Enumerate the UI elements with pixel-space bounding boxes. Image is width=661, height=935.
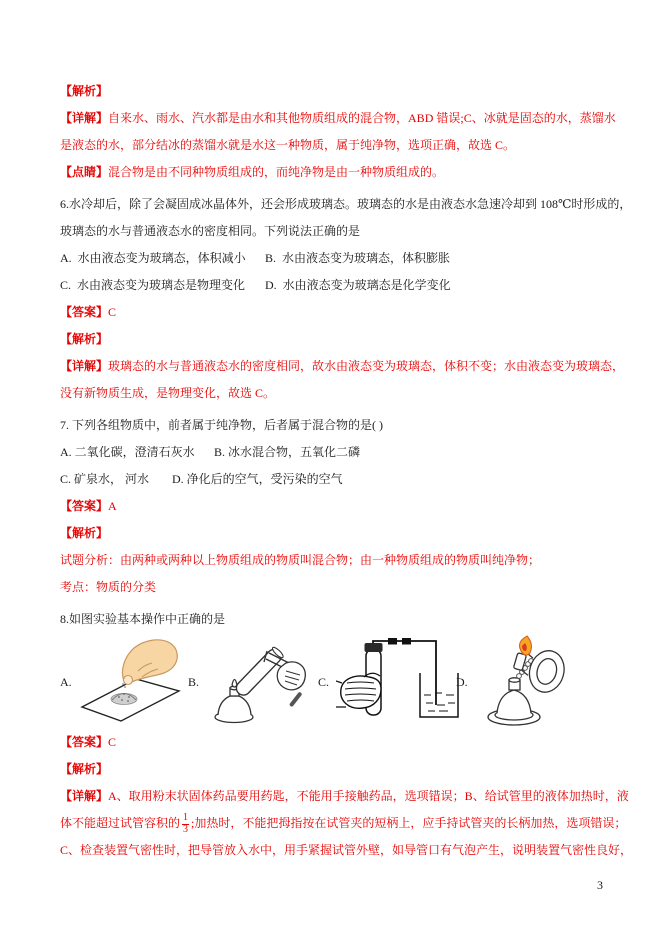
analysis-label: 【解析】 (60, 84, 109, 98)
powder-by-hand-icon (78, 637, 184, 725)
q6-option-c: C. 水由液态变为玻璃态是物理变化 (60, 278, 246, 292)
detail-label: 【详解】 (60, 789, 109, 803)
q7-answer-line (60, 493, 605, 520)
q6-stem-line1: 6.水冷却后，除了会凝固成冰晶体外，还会形成玻璃态。玻璃态的水是由液态水急速冷却到 108℃时形成的， (60, 197, 632, 211)
q8-answer-line (60, 729, 605, 756)
q8-detail-text2a: 体不能超过试管容积的 (60, 816, 181, 830)
q8-figure-label-d: D. (456, 675, 468, 689)
question-7 (60, 412, 605, 601)
q6-option-d: D. 水由液态变为玻璃态是化学变化 (265, 278, 451, 292)
q7-option-c: C. 矿泉水， 河水 (60, 472, 150, 486)
q5-detail-line2: 是液态的水，部分结冰的蒸馏水就是水这一种物质，属于纯净物，选项正确，故选 C。 (60, 138, 516, 152)
answer-label: 【答案】 (60, 735, 109, 749)
q8-figure-label-b: B. (188, 675, 200, 689)
question-6 (60, 191, 632, 407)
fraction-numerator: 1 (183, 812, 189, 824)
q7-kaodian-text: 考点：物质的分类 (60, 580, 157, 594)
q8-figure-row (60, 635, 605, 725)
answer-label: 【答案】 (60, 499, 109, 513)
q6-option-a: A. 水由液态变为玻璃态，体积减小 (60, 251, 246, 265)
q8-detail-text1: A、取用粉末状固体药品要用药匙，不能用手接触药品，选项错误；B、给试管里的液体加热时，液 (108, 789, 629, 803)
heating-test-tube-icon (206, 635, 310, 725)
q7-option-a: A. 二氧化碳，澄清石灰水 (60, 445, 195, 459)
q6-options-row1 (60, 245, 605, 272)
heating-test-tube-figure (206, 635, 310, 725)
q5-detail-text1: 自来水、雨水、汽水都是由水和其他物质组成的混合物，ABD 错误;C、冰就是固态的水，蒸馏水 (108, 111, 616, 125)
q6-detail-line2: 没有新物质生成，是物理变化，故选 C。 (60, 386, 276, 400)
q6-answer-line (60, 299, 605, 326)
question-8 (60, 606, 633, 864)
q8-detail-line2 (60, 810, 627, 837)
analysis-label: 【解析】 (60, 526, 109, 540)
q8-stem: 8.如图实验基本操作中正确的是 (60, 612, 226, 626)
q7-answer-value: A (108, 499, 117, 513)
analysis-label: 【解析】 (60, 332, 109, 346)
keynote-label: 【点睛】 (60, 165, 109, 179)
one-third-fraction (182, 813, 189, 835)
q8-detail-line3: C、检查装置气密性时，把导管放入水中，用手紧握试管外壁，如导管口有气泡产生，说明装置气密性良好， (60, 843, 633, 857)
q6-option-b: B. 水由液态变为玻璃态，体积膨胀 (265, 251, 451, 265)
air-tightness-check-figure (336, 637, 462, 723)
q6-detail-text1: 玻璃态的水与普通液态水的密度相同，故水由液态变为玻璃态，体积不变；水由液态变为玻璃态， (108, 359, 625, 373)
q8-figure-label-a: A. (60, 675, 72, 689)
detail-label: 【详解】 (60, 359, 109, 373)
q6-answer-value: C (108, 305, 117, 319)
q5-keynote-text: 混合物是由不同种物质组成的，而纯净物是由一种物质组成的。 (108, 165, 445, 179)
q7-option-b: B. 冰水混合物，五氧化二磷 (214, 445, 361, 459)
air-tightness-icon (336, 637, 462, 723)
q6-detail-line1 (60, 353, 625, 380)
alcohol-lamp-lighting-figure (478, 635, 574, 727)
page-number: 3 (597, 878, 603, 892)
q6-stem-line2: 玻璃态的水与普通液态水的密度相同。下列说法正确的是 (60, 224, 361, 238)
analysis-label: 【解析】 (60, 762, 109, 776)
q8-detail-line1 (60, 783, 629, 810)
q7-options-row2 (60, 466, 605, 493)
q7-analysis-text: 试题分析：由两种或两种以上物质组成的物质叫混合物；由一种物质组成的物质叫纯净物； (60, 553, 541, 567)
q8-answer-value: C (108, 735, 117, 749)
fraction-denominator: 3 (183, 823, 189, 835)
q5-keynote-line (60, 159, 605, 186)
q7-stem: 7. 下列各组物质中，前者属于纯净物，后者属于混合物的是( ) (60, 418, 383, 432)
powder-transfer-figure (78, 637, 184, 725)
answer-label: 【答案】 (60, 305, 109, 319)
q7-options-row1 (60, 439, 605, 466)
q6-options-row2 (60, 272, 605, 299)
q5-detail-line1 (60, 105, 616, 132)
alcohol-lamp-lighting-icon (478, 635, 574, 727)
q8-detail-text2b: ;加热时，不能把拇指按在试管夹的短柄上，应手持试管夹的长柄加热，选项错误； (191, 816, 627, 830)
detail-label: 【详解】 (60, 111, 109, 125)
q7-option-d: D. 净化后的空气，受污染的空气 (172, 472, 343, 486)
q8-figure-label-c: C. (318, 675, 330, 689)
